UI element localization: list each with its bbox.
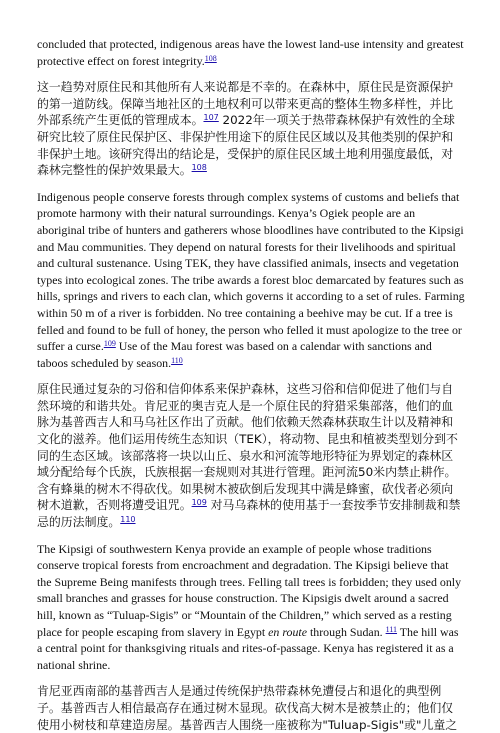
footnote-link-108[interactable]: 108 [204,53,217,63]
paragraph-chinese-2 [37,381,465,530]
paragraph-text: 这一趋势对原住民和其他所有人来说都是不幸的。在森林中，原住民是资源保护的第一道防线。保障当地社区的土地权利可以带来更高的整体生物多样性，并比外部系统产生更低的管理成本。 [37,80,454,128]
paragraph-text: 2022年一项关于热带森林保护有效性的全球研究比较了原住民保护区、非保护性用途下的原住民区域以及其他类别的保护和非保护土地。该研究得出的结论是，受保护的原住民区域土地利用强度最低，对森林完整性的保护效果最大。 [37,113,455,178]
footnote-link-107[interactable]: 107 [203,113,219,123]
paragraph-english-2 [37,189,465,372]
paragraph-text: Use of the Mau forest was based on a calendar with sanctions and taboos scheduled by season. [37,339,432,370]
footnote-link-109[interactable]: 109 [191,498,207,508]
paragraph-text: 原住民通过复杂的习俗和信仰体系来保护森林，这些习俗和信仰促进了他们与自然环境的和谐共处。肯尼亚的奥吉克人是一个原住民的狩猎采集部落，他们的血脉为基普西吉人和马乌社区作出了贡献。他们依赖天然森林获取生计以及精神和文化的滋养。他们运用传统生态知识（TEK），将动物、昆虫和植被类型划分到不同的生态区域。该部落将一块以山丘、泉水和河流等地形特征为界划定的森林区域分配给每个氏族，氏族根据一套规则对其进行管理。距河流50米内禁止耕作。含有蜂巢的树木不得砍伐。如果树木被砍倒后发现其中满是蜂蜜，砍伐者必须向树木道歉，否则将遭受诅咒。 [37,382,458,513]
paragraph-chinese-3 [37,683,465,733]
emphasis-text: en route [268,624,307,639]
footnote-link-111[interactable]: 111 [385,624,398,634]
paragraph-text: through Sudan. [306,624,383,639]
paragraph-text: 对马乌森林的使用基于一套按季节安排制裁和禁忌的历法制度。 [37,498,461,530]
paragraph-text: concluded that protected, indigenous areas have the lowest land-use intensity and greatest protective effect on forest integrity. [37,37,464,68]
paragraph-text: 肯尼亚西南部的基普西吉人是通过传统保护热带森林免遭侵占和退化的典型例子。基普西吉人相信最高存在通过树木显现。砍伐高大树木是被禁止的；他们仅使用小树枝和草建造房屋。基普西吉人围绕一座被称为"Tuluap-Sigis"或"儿童之 [37,684,458,732]
paragraph-text: The hill was a central point for thanksgiving rituals and rites-of-passage. Kenya has registered it as a national shrine. [37,624,459,672]
paragraph-english-3 [37,541,465,674]
paragraph-text: The Kipsigi of southwestern Kenya provide an example of people whose traditions conserve tropical forests from encroachment and degradation. The Kipsigi believe that the Supreme Being manifests through trees. Felling tall trees is forbidden; they used only small branches and grasses for house construction. The Kipsigis dwelt around a sacred hill, known as “Tuluap-Sigis” or “Mountain of the Children,” which served as a resting place for people escaping from slavery in Egypt [37,541,462,639]
footnote-link-110[interactable]: 110 [171,355,183,365]
article-page [37,36,465,733]
paragraph-english-1 [37,36,465,69]
footnote-link-110[interactable]: 110 [120,515,136,525]
paragraph-chinese-1 [37,79,465,179]
paragraph-text: Indigenous people conserve forests through complex systems of customs and beliefs that promote harmony with their natural surroundings. Kenya’s Ogiek people are an aboriginal tribe of hunters and gatherers whose bloodlines have contributed to the Kipsigi and Mau communities. They depend on natural forests for their livelihoods and spiritual and cultural sustenance. Using TEK, they have classified animals, insects and vegetation types into ecological zones. The tribe awards a forest bloc demarcated by features such as hills, springs and rivers to each clan, which governs it according to a set of rules. Farming within 50 m of a river is forbidden. No tree containing a beehive may be cut. If a tree is felled and found to be full of honey, the person who felled it must apologize to the tree or suffer a curse. [37,189,465,354]
footnote-link-109[interactable]: 109 [103,339,116,349]
footnote-link-108[interactable]: 108 [191,163,207,173]
